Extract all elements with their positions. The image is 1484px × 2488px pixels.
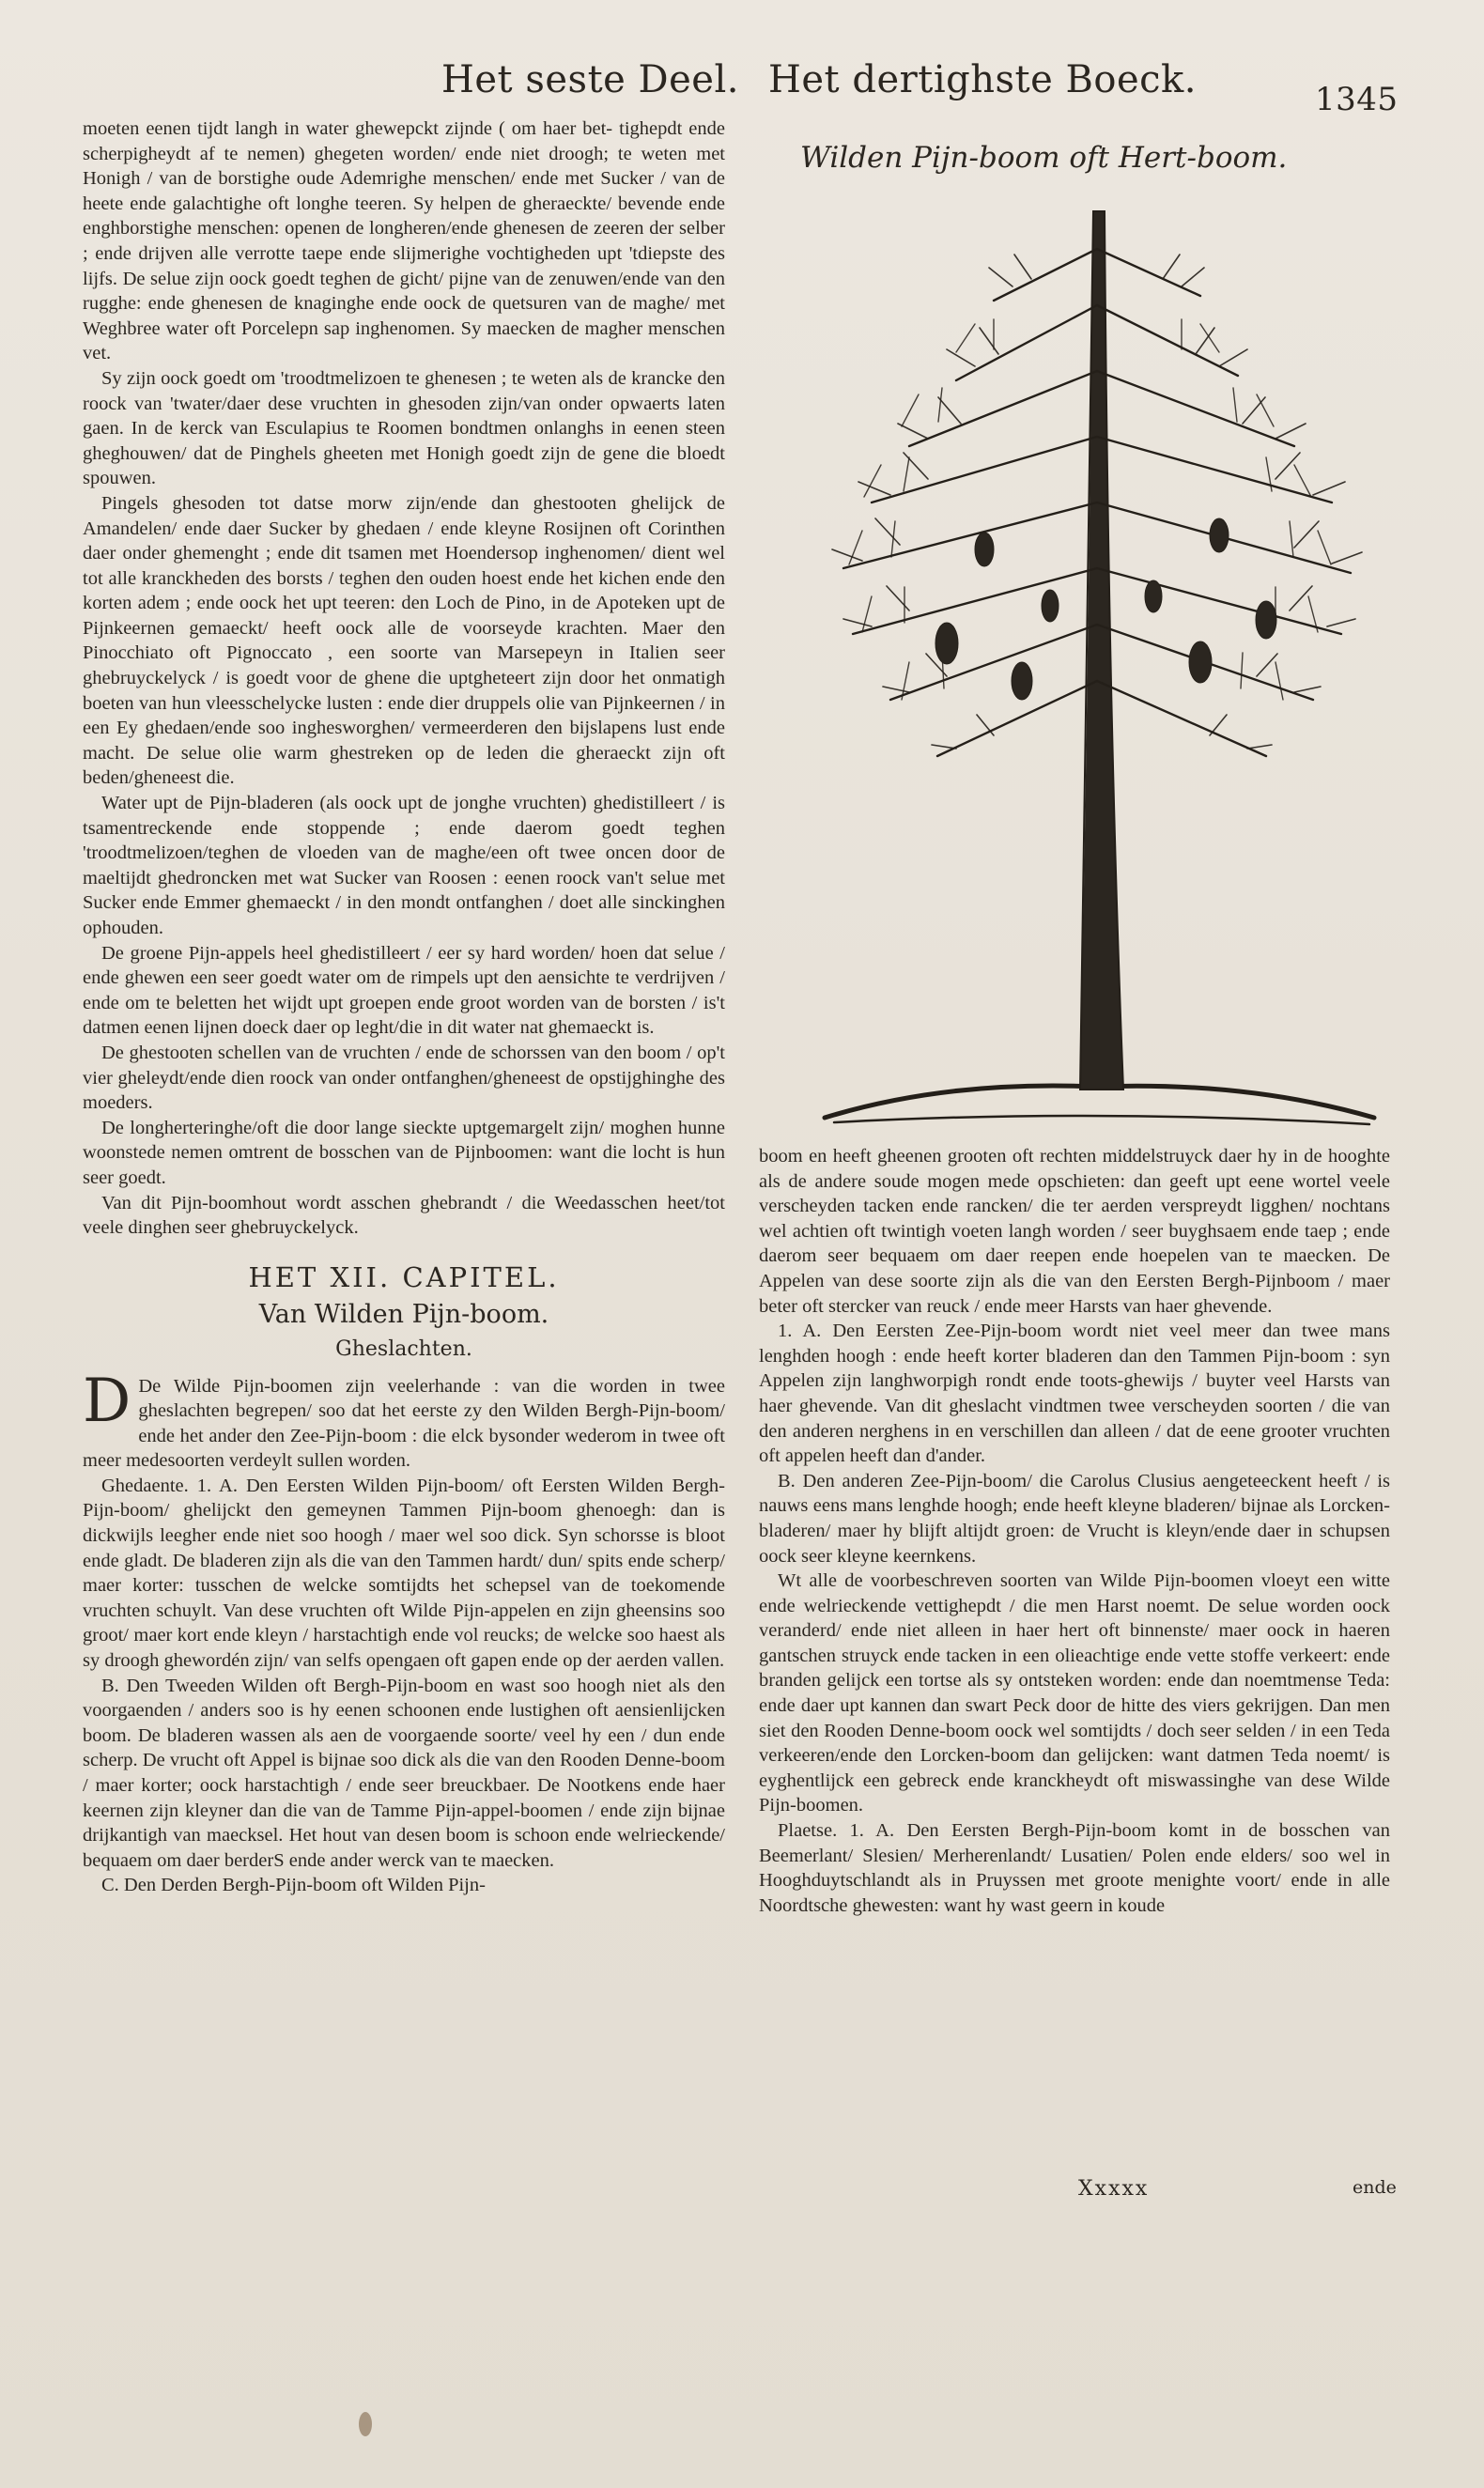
running-head-left: Het seste Deel. — [441, 58, 739, 101]
ink-stain — [359, 2412, 372, 2436]
pine-tree-woodcut — [806, 193, 1388, 1151]
left-column-bottom — [83, 1366, 725, 1898]
paragraph: De ghestooten schellen van de vruchten / ende de schorssen van den boom / op't vier gheleydt/ende dien roock van onder ontfanghen/gheneest de opstijghinghe des moeders. — [83, 1042, 725, 1114]
paragraph: 1. A. Den Eersten Zee-Pijn-boom wordt niet veel meer dan twee mans lenghden hoogh : ende heeft korter bladeren dan den Tammen Pijn-boom : syn Appelen zijn langhworpigh rondt ende toots-ghewijs / buyter veel Harsts van haer ghevende. Van dit gheslacht vindtmen twee verscheyden soorten / die van den anderen nerghens in en verschillen dan alleen / dat de eene grooter vruchten oft appelen heeft dan d'ander. — [759, 1321, 1390, 1467]
paragraph — [83, 1366, 725, 1474]
paragraph: C. Den Derden Bergh-Pijn-boom oft Wilden Pijn- — [101, 1875, 486, 1896]
chapter-title: HET XII. CAPITEL. — [248, 1260, 560, 1293]
right-column — [759, 1144, 1390, 1918]
paragraph: boom en heeft gheenen grooten oft rechten middelstruyck daer hy in de hooghte als de andere soude mogen mede opschieten: dan geeft upt eene wortel veele verscheyden tacken ende rancken/ die ter aerden verspreydt ligghen/ nochtans wel achtien oft twintigh voeten langh worden / seer buyghsaem ende taep ; ende daerom seer bequaem om daer reepen ende hoepelen van te maecken. De Appelen van dese soorte zijn als die van den Eersten Bergh-Pijnboom / maer beter oft stercker van reuck / ende meer Harsts van haer ghevende. — [759, 1146, 1390, 1317]
signature-mark: Xxxxx — [1078, 2177, 1150, 2201]
paragraph: Plaetse. 1. A. Den Eersten Bergh-Pijn-boom komt in de bosschen van Beemerlant/ Slesien/ Merherenlandt/ Lusatien/ Polen ende elders/ soo wel in Hooghduytschlandt als in Pruyssen met groote menighte voort/ ende in alle Noordtsche ghewesten: want hy wast geern in koude — [759, 1820, 1390, 1916]
paragraph: De longherteringhe/oft die door lange sieckte uptgemargelt zijn/ moghen hunne woonstede nemen omtrent de bosschen van de Pijnboomen: want die locht is hun seer goedt. — [83, 1117, 725, 1188]
paragraph: B. Den Tweeden Wilden oft Bergh-Pijn-boom en wast soo hoogh niet als den voorgaenden / anders soo is hy eenen schoonen ende lustighen oft aensienlijcken boom. De bladeren wassen als aen de voorgaende soorte/ veel hy een / dun ende scherp. De vrucht oft Appel is bijnae soo dick als die van den Rooden Denne-boom / maer korter; oock harstachtigh / ende seer breuckbaer. De Nootkens ende haer keernen zijn kleyner dan die van de Tamme Pijn-appel-boomen / ende zijn bijnae drijkantigh van maecksel. Het hout van desen boom is schoon ende welrieckende/ bequaem om daer berderS ende ander werck van te maecken. — [83, 1675, 725, 1871]
catchword: ende — [1353, 2177, 1397, 2198]
paragraph: Van dit Pijn-boomhout wordt asschen ghebrandt / die Weedasschen heet/tot veele dinghen seer ghebruyckelyck. — [83, 1192, 725, 1239]
paragraph: Sy zijn oock goedt om 'troodtmelizoen te ghenesen ; te weten als de krancke den roock van 'twater/daer dese vruchten in ghesoden zijn/van onder opwaerts laten gaen. In de kerck van Esculapius te Roomen bondtmen onlanghs in eenen steen gheghouwen/ dat de Pinghels gheeten met Honigh goedt zijn de gene die bloedt spouwen. — [83, 367, 725, 489]
paragraph: Water upt de Pijn-bladeren (als oock upt de jonghe vruchten) ghedistilleert / is tsamentreckende ende stoppende ; ende daerom goedt teghen 'troodtmelizoen/teghen de vloeden van de maghe/een oft twee oncen door de maeltijdt ghedroncken met wat Sucker van Roosen : eenen roock van't selue met Sucker ende Emmer ghemaeckt / in den mondt ontfanghen / doet alle sinckinghen ophouden. — [83, 793, 725, 938]
paragraph: Wt alle de voorbeschreven soorten van Wilde Pijn-boomen vloeyt een witte ende welrieckende vettighepdt / die men Harst noemt. De selue worden oock veranderd/ ende niet alleen in haer hert oft binnenste/ maer oock in haeren gantschen struyck ende tacken in een olieachtige ende vette stoffe verkeert: ende branden gelijck een tortse als sy ontsteken worden: ende dan noemtmense Teda: ende daer upt kannen dan swart Peck door de hitte des viers gekrijgen. Dan men siet den Rooden Denne-boom oock wel somtijdts / doch seer selden / in een Teda verkeeren/ende den Lorcken-boom dan gelijcken: want datmen Teda noemt/ is eyghentlijck een gebreck ende kranckheydt oft miswassinghe van dese Wilde Pijn-boomen. — [759, 1570, 1390, 1816]
paragraph: De groene Pijn-appels heel ghedistilleert / eer sy hard worden/ hoen dat selue / ende ghewen een seer goedt water om de rimpels upt den aensichte te verdrijven / ende om te beletten het wijdt upt groepen ende groot worden van de borsten / is't datmen eenen lijnen doeck daer op leght/die in dit water nat ghemaeckt is. — [83, 942, 725, 1039]
drop-cap: D — [83, 1366, 131, 1436]
figure-caption: Wilden Pijn-boom oft Hert-boom. — [800, 141, 1288, 175]
section-heading: Gheslachten. — [335, 1337, 472, 1361]
page-number: 1345 — [1315, 81, 1399, 118]
paragraph: B. Den anderen Zee-Pijn-boom/ die Carolus Clusius aengeteeckent heeft / is nauws eens mans lenghde hoogh; ende heeft kleyne bladeren/ bijnae als Lorcken-bladeren/ maer hy blijft altijdt groen: de Vrucht is kleyn/ende daer in schupsen oock seer kleyne keernkens. — [759, 1470, 1390, 1567]
paragraph-text: De Wilde Pijn-boomen zijn veelerhande : van die worden in twee gheslachten begrepen/ soo dat het eerste zy den Wilden Bergh-Pijn-boom/ ende het ander den Zee-Pijn-boom : die elck bysonder wederom in twee oft meer medesoorten verdeylt sullen worden. — [83, 1375, 725, 1472]
paragraph: Ghedaente. 1. A. Den Eersten Wilden Pijn-boom/ oft Eersten Wilden Bergh-Pijn-boom/ ghelijckt den gemeynen Tammen Pijn-boom ghenoegh: dan is dickwijls leegher ende niet soo hoogh / maer wel soo dick. Syn schorsse is bloot ende gladt. De bladeren zijn als die van den Tammen hardt/ dun/ spits ende scherp/ maer korter: tusschen de welcke somtijdts het schepsel van de toekomende vruchten schuylt. Van dese vruchten oft Wilde Pijn-appelen en zijn gheensins soo groot/ maer kort ende kleyn / harstachtigh ende vol reucks; de welcke soo haest als sy droogh ghewordén zijn/ van selfs opengaen oft gapen ende op der aerden vallen. — [83, 1475, 725, 1672]
paragraph: Pingels ghesoden tot datse morw zijn/ende dan ghestooten ghelijck de Amandelen/ ende daer Sucker by ghedaen / ende kleyne Rosijnen oft Corinthen daer onder ghemenght ; ende dit tsamen met Hoendersop inghenomen/ dient wel tot alle kranckheden des borsts / teghen den ouden hoest ende het kichen ende den korten adem ; ende oock het upt teeren: den Loch de Pino, in de Apoteken upt de Pijnkeernen gemaeckt/ heeft oock alle de voorseyde krachten. Maer den Pinocchiato oft Pignoccato , een soorte van Marsepeyn in Italien seer ghebruyckelyck / is goedt voor de ghene die uptgheteert zijn door het onmatigh boeten van hun vleesschelycke lusten : ende dier druppels olie van Pijnkeernen / in een Ey ghedaen/ende soo inghesworghen/ vermeerderen den bijslapens lust ende macht. De selue olie warm ghestreken op de leden die gheraeckt zijn oft beden/gheneest die. — [83, 492, 725, 789]
left-column-top — [83, 116, 725, 1898]
running-head-center: Het dertighste Boeck. — [768, 58, 1197, 101]
paragraph: moeten eenen tijdt langh in water ghewepckt zijnde ( om haer bet- tighepdt ende scherpigheydt af te nemen) ghegeten worden/ ende niet droogh; te weten met Honigh / van de borstighe oude Ademrighe menschen/ ende met Sucker / van de heete ende galachtighe oft longhe teeren. Sy helpen de gheraeckte/ bevende ende enghborstighe menschen: openen de longheren/ende ghenesen de zeeren der selber ; ende drijven alle verrotte taepe ende slijmerighe vochtigheden upt 'tdiepste des lijfs. De selue zijn oock goedt teghen de gicht/ pijne van de zenuwen/ende van den rugghe: ende ghenesen de knaginghe ende oock de quetsuren van de maghe/ met Weghbree water oft Porcelepn sap inghenomen. Sy maecken de magher menschen vet. — [83, 118, 725, 364]
chapter-subtitle: Van Wilden Pijn-boom. — [258, 1300, 549, 1330]
